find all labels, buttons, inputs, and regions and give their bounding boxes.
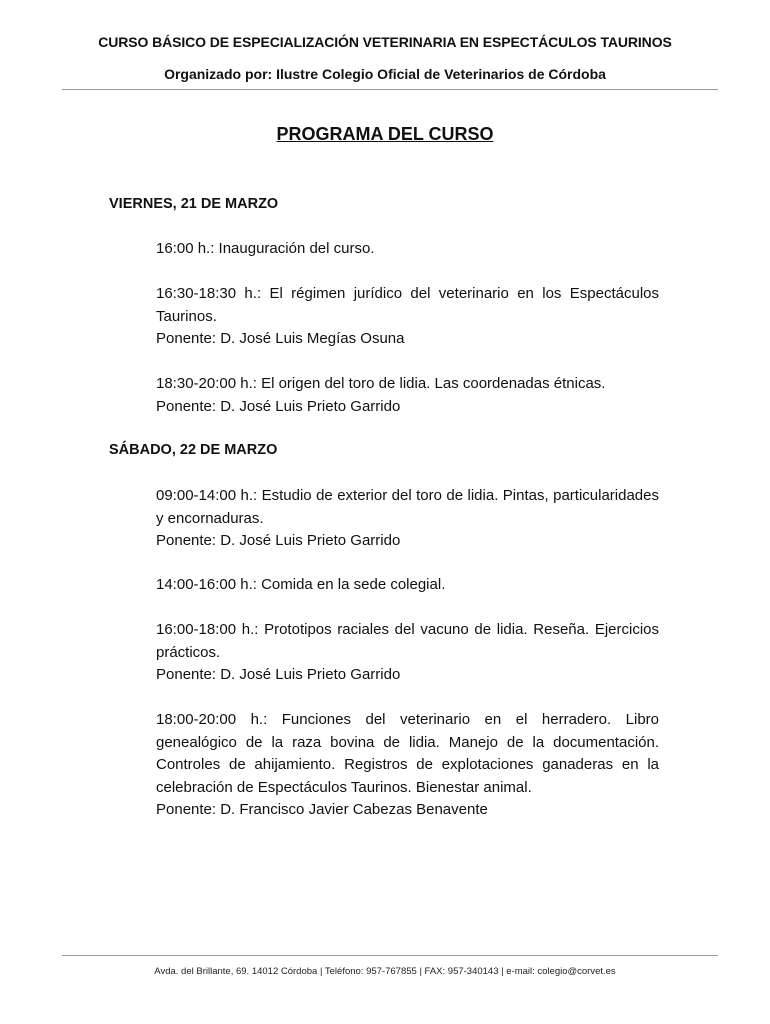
schedule-entry (156, 283, 659, 351)
entry-speaker: Ponente: D. Francisco Javier Cabezas Benavente (156, 801, 488, 818)
entry-speaker: Ponente: D. José Luis Prieto Garrido (156, 532, 401, 549)
schedule-entry (156, 619, 659, 687)
entry-text: 09:00-14:00 h.: Estudio de exterior del toro de lidia. Pintas, particularidades y encornaduras. (156, 487, 659, 527)
footer-contact: Avda. del Brillante, 69. 14012 Córdoba | Teléfono: 957-767855 | FAX: 957-340143 | e-mail: colegio@corvet.es (154, 966, 616, 977)
schedule-entry (156, 574, 659, 597)
schedule-entry (156, 238, 659, 261)
entry-text: 18:00-20:00 h.: Funciones del veterinario en el herradero. Libro genealógico de la raza bovina de lidia. Manejo de la documentación. Controles de ahijamiento. Registros de explotaciones ganaderas en la celebración de Espectáculos Taurinos. Bienestar animal. (156, 711, 659, 796)
entry-text: 16:00 h.: Inauguración del curso. (156, 240, 375, 257)
schedule-entry (156, 709, 659, 822)
program-title: PROGRAMA DEL CURSO (276, 124, 494, 144)
entry-speaker: Ponente: D. José Luis Megías Osuna (156, 330, 405, 347)
course-title: CURSO BÁSICO DE ESPECIALIZACIÓN VETERINARIA EN ESPECTÁCULOS TAURINOS (98, 34, 672, 50)
entry-text: 18:30-20:00 h.: El origen del toro de lidia. Las coordenadas étnicas. (156, 375, 606, 392)
entry-text: 16:30-18:30 h.: El régimen jurídico del veterinario en los Espectáculos Taurinos. (156, 285, 659, 325)
day-heading-viernes: VIERNES, 21 DE MARZO (109, 196, 279, 212)
schedule-entry (156, 485, 659, 553)
schedule-entry (156, 373, 659, 418)
header-divider (62, 89, 718, 90)
organizer-line: Organizado por: Ilustre Colegio Oficial de Veterinarios de Córdoba (164, 66, 606, 82)
entry-speaker: Ponente: D. José Luis Prieto Garrido (156, 666, 401, 683)
entry-text: 16:00-18:00 h.: Prototipos raciales del vacuno de lidia. Reseña. Ejercicios prácticos. (156, 621, 659, 661)
entry-speaker: Ponente: D. José Luis Prieto Garrido (156, 397, 401, 415)
day-heading-sabado: SÁBADO, 22 DE MARZO (109, 442, 278, 458)
footer-divider (62, 955, 718, 956)
entry-text: 14:00-16:00 h.: Comida en la sede colegial. (156, 576, 446, 593)
